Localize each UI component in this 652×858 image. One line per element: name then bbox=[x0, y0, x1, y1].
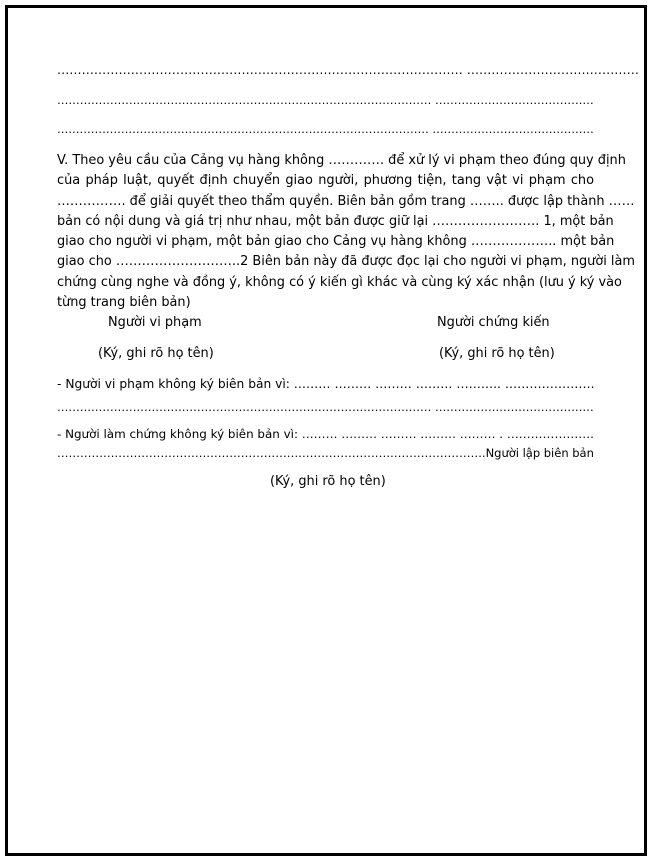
dotted-line-2: ……………………………………………………………………………………… …………………………………… bbox=[57, 93, 594, 107]
violator-signature-title: Người vi phạm bbox=[108, 315, 202, 330]
witness-signature-note: (Ký, ghi rõ họ tên) bbox=[439, 346, 555, 361]
violator-signature-note: (Ký, ghi rõ họ tên) bbox=[98, 346, 214, 361]
recorder-signature-note: (Ký, ghi rõ họ tên) bbox=[270, 474, 386, 489]
witness-refusal-line: - Người làm chứng không ký biên bản vì: ……… ……… ……… ……… ……… . …………………. bbox=[57, 427, 594, 441]
section-v-paragraph bbox=[57, 151, 635, 313]
section-v-line: của pháp luật, quyết định chuyển giao người, phương tiện, tang vật vi phạm cho bbox=[57, 173, 594, 189]
violator-refusal-continuation: ……………………………………………………………………………………… …………………………………… bbox=[57, 400, 594, 414]
section-v-line: giao cho ………………………..2 Biên bản này đã được đọc lại cho người vi phạm, người làm bbox=[57, 254, 635, 270]
section-v-line: chứng cùng nghe và đồng ý, không có ý kiến gì khác và cùng ký xác nhận (lưu ý ký vào bbox=[57, 274, 622, 290]
witness-signature-title: Người chứng kiến bbox=[437, 315, 550, 330]
section-v-line: V. Theo yêu cầu của Cảng vụ hàng không …………. để xử lý vi phạm theo đúng quy định bbox=[57, 153, 626, 168]
section-v-line: giao cho người vi phạm, một bản giao cho Cảng vụ hàng không ……………….. một bản bbox=[57, 234, 615, 250]
dotted-line-1: ……………………………………………………………………………………… …………………………………… bbox=[57, 63, 639, 77]
violator-refusal-line: - Người vi phạm không ký biên bản vì: ……… ……… ……… ……… ……….. …………………. bbox=[57, 377, 595, 391]
section-v-line: từng trang biên bản) bbox=[57, 295, 191, 311]
witness-refusal-continuation: ………………………………………………………………………………………………….Người lập biên bản bbox=[57, 446, 594, 460]
section-v-line: bản có nội dung và giá trị như nhau, một bản được giữ lại ……………………. 1, một bản bbox=[57, 213, 614, 229]
dotted-line-3: ……………………………………………………………………………………… ……………………………………. bbox=[57, 123, 594, 136]
section-v-line: ……………. để giải quyết theo thẩm quyền. Biên bản gồm trang …….. được lập thành …… bbox=[57, 193, 635, 209]
